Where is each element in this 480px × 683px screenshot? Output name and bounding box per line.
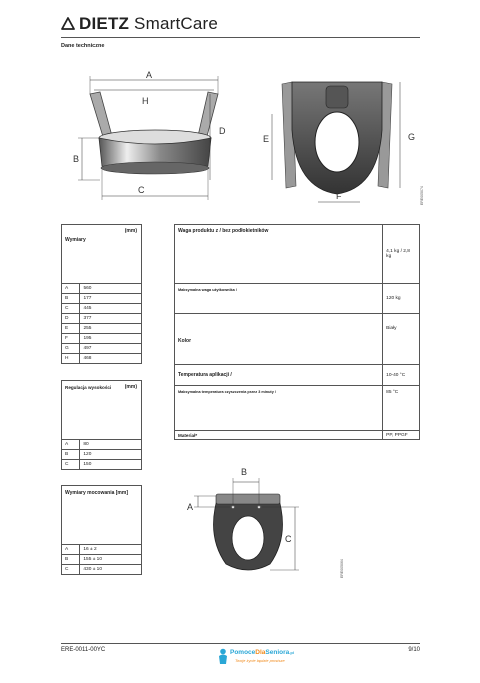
row-key: F	[62, 334, 80, 344]
height-adjustment-table	[61, 380, 142, 470]
table-row	[62, 334, 142, 344]
spec-label: Waga produktu z / bez podłokietników	[175, 225, 383, 284]
table-row	[62, 440, 142, 450]
page-header	[61, 14, 421, 36]
table-row	[175, 314, 420, 365]
height-adjustment-title: Regulacja wysokości	[65, 385, 112, 390]
row-value: 150	[80, 460, 142, 470]
row-key: C	[62, 565, 80, 575]
mounting-label-c: C	[285, 534, 292, 544]
dimension-label-g: G	[408, 132, 416, 142]
mounting-label-a: A	[187, 502, 194, 512]
brand-name	[79, 14, 218, 34]
row-value: 177	[80, 294, 142, 304]
logo-tagline: Twoje życie będzie prostsze	[235, 658, 285, 663]
dimension-label-e: E	[263, 134, 270, 144]
brand-bold: DIETZ	[79, 14, 130, 33]
mounting-dimension-figure	[180, 460, 330, 580]
specifications-table	[174, 224, 420, 440]
logo-part-1: Pomoce	[230, 649, 256, 656]
dimensions-header	[62, 225, 142, 284]
person-logo-icon	[217, 648, 229, 666]
table-row	[62, 294, 142, 304]
table-row	[62, 324, 142, 334]
height-adjustment-unit: (mm)	[124, 384, 137, 390]
height-adjustment-header	[62, 381, 142, 440]
logo-part-3: Seniora	[265, 649, 290, 656]
dimension-label-h: H	[142, 96, 149, 106]
header-divider	[61, 37, 420, 38]
row-key: C	[62, 460, 80, 470]
row-key: G	[62, 344, 80, 354]
row-value: 560	[80, 284, 142, 294]
dimensions-title: Wymiary	[65, 237, 86, 243]
table-row	[62, 284, 142, 294]
row-value: 255	[80, 324, 142, 334]
seat-top-view	[214, 494, 283, 570]
logo-text	[230, 649, 294, 656]
dimension-label-f: F	[336, 191, 342, 201]
section-title: Dane techniczne	[61, 43, 105, 49]
table-row	[175, 365, 420, 386]
dimension-label-d: D	[219, 126, 226, 136]
table-row	[62, 565, 142, 575]
row-key: C	[62, 304, 80, 314]
dimensions-unit: (mm)	[124, 228, 137, 234]
logo-part-2: Dla	[255, 649, 266, 656]
row-key: A	[62, 440, 80, 450]
table-row	[62, 344, 142, 354]
brand-light: SmartCare	[134, 14, 219, 33]
spec-value: 85 °C	[383, 386, 420, 431]
table-row	[175, 386, 420, 431]
pomocedlaseniora-logo	[217, 648, 297, 668]
row-value: 468	[80, 354, 142, 364]
row-value: 377	[80, 314, 142, 324]
spec-label: Maksymalna temperatura czyszczenia przez 3 minuty /	[175, 386, 383, 431]
dimension-label-a: A	[146, 70, 153, 80]
row-key: B	[62, 450, 80, 460]
table-row	[62, 354, 142, 364]
row-value: 195	[80, 334, 142, 344]
mounting-header	[62, 486, 142, 545]
row-value: 445	[80, 304, 142, 314]
spec-value: 4,1 kg / 2,8 kg	[383, 225, 420, 284]
mounting-figure-code: ERE005064	[340, 559, 344, 578]
row-key: D	[62, 314, 80, 324]
product-dimension-figure	[60, 70, 430, 220]
figure-code: ERE005074	[420, 186, 424, 205]
row-key: E	[62, 324, 80, 334]
mounting-table	[61, 485, 142, 575]
row-key: B	[62, 555, 80, 565]
page-number: 9/10	[408, 647, 420, 653]
row-key: A	[62, 545, 80, 555]
row-key: H	[62, 354, 80, 364]
mounting-title: Wymiary mocowania [mm]	[65, 490, 128, 496]
row-value: 80	[80, 440, 142, 450]
mounting-label-b: B	[241, 467, 248, 477]
spec-label: Temperatura aplikacji /	[175, 365, 383, 386]
spec-value: PP, PPGF	[383, 431, 420, 440]
row-value: 16 ± 2	[80, 545, 142, 555]
row-value: 430 ± 10	[80, 565, 142, 575]
row-key: B	[62, 294, 80, 304]
logo-tld: .pl	[289, 650, 294, 655]
table-row	[62, 304, 142, 314]
table-row	[62, 545, 142, 555]
dimensions-table	[61, 224, 142, 364]
spec-value: 120 kg	[383, 284, 420, 314]
footer-divider	[61, 643, 420, 644]
table-row	[62, 460, 142, 470]
dimension-label-b: B	[73, 154, 80, 164]
table-row	[62, 450, 142, 460]
table-row	[175, 225, 420, 284]
spec-label: Materiał*	[175, 431, 383, 440]
row-key: A	[62, 284, 80, 294]
table-row	[175, 431, 420, 440]
spec-value: Biały	[383, 314, 420, 365]
table-row	[62, 314, 142, 324]
table-row	[175, 284, 420, 314]
front-view	[90, 92, 218, 174]
row-value: 120	[80, 450, 142, 460]
table-row	[62, 555, 142, 565]
spec-label: Maksymalna waga użytkownika /	[175, 284, 383, 314]
dietz-triangle-logo-icon	[61, 17, 75, 30]
top-view	[282, 82, 392, 194]
spec-value: 10-40 °C	[383, 365, 420, 386]
document-code: ERE-0011-00YC	[61, 647, 106, 653]
row-value: 497	[80, 344, 142, 354]
dimension-label-c: C	[138, 185, 145, 195]
spec-label: Kolor	[175, 314, 383, 365]
row-value: 155 ± 10	[80, 555, 142, 565]
